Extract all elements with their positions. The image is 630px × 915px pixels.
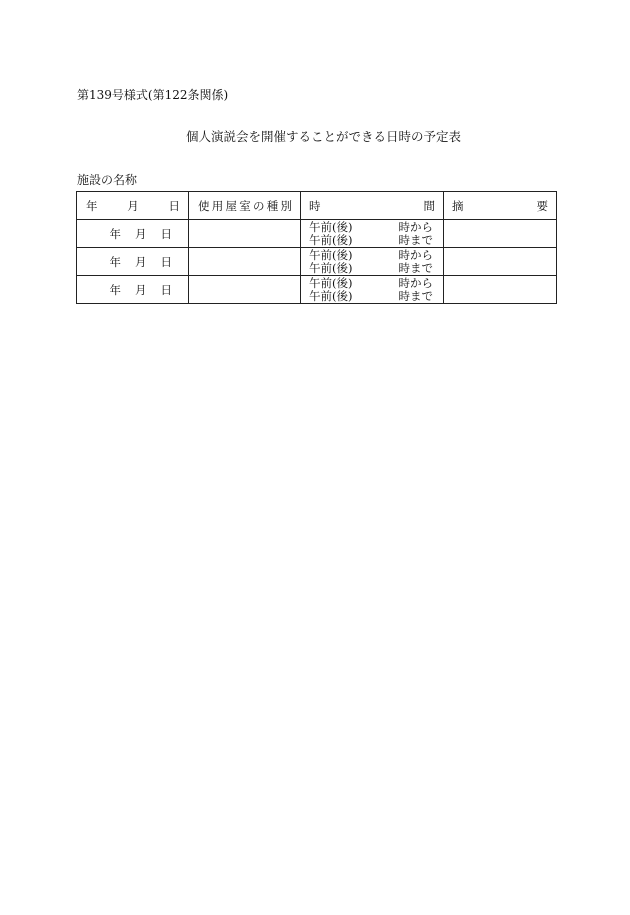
time-to-line [309, 234, 433, 247]
facility-name-label: 施設の名称 [77, 173, 138, 187]
header-room-char: の [253, 198, 265, 213]
time-to-prefix: 午前(後) [309, 288, 353, 303]
date-year-char: 年 [109, 254, 121, 269]
time-from-line [309, 221, 433, 234]
header-date-char: 月 [127, 198, 139, 213]
date-year-char: 年 [109, 226, 121, 241]
time-from-suffix: 時から [398, 247, 433, 262]
date-cell[interactable] [77, 248, 189, 276]
time-to-suffix: 時まで [398, 288, 433, 303]
time-to-suffix: 時まで [398, 232, 433, 247]
header-room-char: 使 [198, 198, 210, 213]
header-room-char: 種 [266, 198, 279, 213]
time-to-line [309, 290, 433, 303]
time-cell[interactable] [301, 276, 444, 304]
header-remarks [444, 192, 557, 220]
header-date [77, 192, 189, 220]
header-room-char: 室 [239, 198, 251, 213]
remarks-cell[interactable] [444, 248, 557, 276]
header-date-char: 年 [86, 198, 98, 213]
remarks-cell[interactable] [444, 276, 557, 304]
time-to-prefix: 午前(後) [309, 260, 353, 275]
table-row [77, 276, 557, 304]
header-room-char: 別 [280, 198, 292, 213]
time-cell[interactable] [301, 248, 444, 276]
date-day-char: 日 [160, 282, 172, 297]
time-from-prefix: 午前(後) [309, 247, 353, 262]
time-from-line [309, 249, 433, 262]
date-day-char: 日 [160, 254, 172, 269]
time-cell[interactable] [301, 220, 444, 248]
time-from-line [309, 277, 433, 290]
header-time-char: 時 [309, 198, 321, 213]
table-row [77, 248, 557, 276]
header-room-char: 用 [211, 198, 224, 213]
date-month-char: 月 [135, 226, 147, 241]
date-month-char: 月 [135, 254, 147, 269]
header-room-type [189, 192, 301, 220]
room-type-cell[interactable] [189, 248, 301, 276]
date-month-char: 月 [135, 282, 147, 297]
remarks-cell[interactable] [444, 220, 557, 248]
header-time [301, 192, 444, 220]
header-room-char: 屋 [225, 198, 237, 213]
table-header-row [77, 192, 557, 220]
header-remarks-char: 要 [536, 198, 548, 213]
time-to-line [309, 262, 433, 275]
table-row [77, 220, 557, 248]
document-title: 個人演説会を開催することができる日時の予定表 [186, 129, 462, 144]
time-from-suffix: 時から [398, 219, 433, 234]
time-from-prefix: 午前(後) [309, 275, 353, 290]
date-day-char: 日 [160, 226, 172, 241]
time-from-prefix: 午前(後) [309, 219, 353, 234]
room-type-cell[interactable] [189, 220, 301, 248]
schedule-table [76, 191, 557, 304]
header-date-char: 日 [168, 198, 180, 213]
header-remarks-char: 摘 [452, 198, 464, 213]
date-year-char: 年 [109, 282, 121, 297]
time-to-suffix: 時まで [398, 260, 433, 275]
header-time-char: 間 [423, 198, 435, 213]
room-type-cell[interactable] [189, 276, 301, 304]
form-number: 第139号様式(第122条関係) [77, 88, 229, 102]
date-cell[interactable] [77, 276, 189, 304]
time-to-prefix: 午前(後) [309, 232, 353, 247]
date-cell[interactable] [77, 220, 189, 248]
time-from-suffix: 時から [398, 275, 433, 290]
